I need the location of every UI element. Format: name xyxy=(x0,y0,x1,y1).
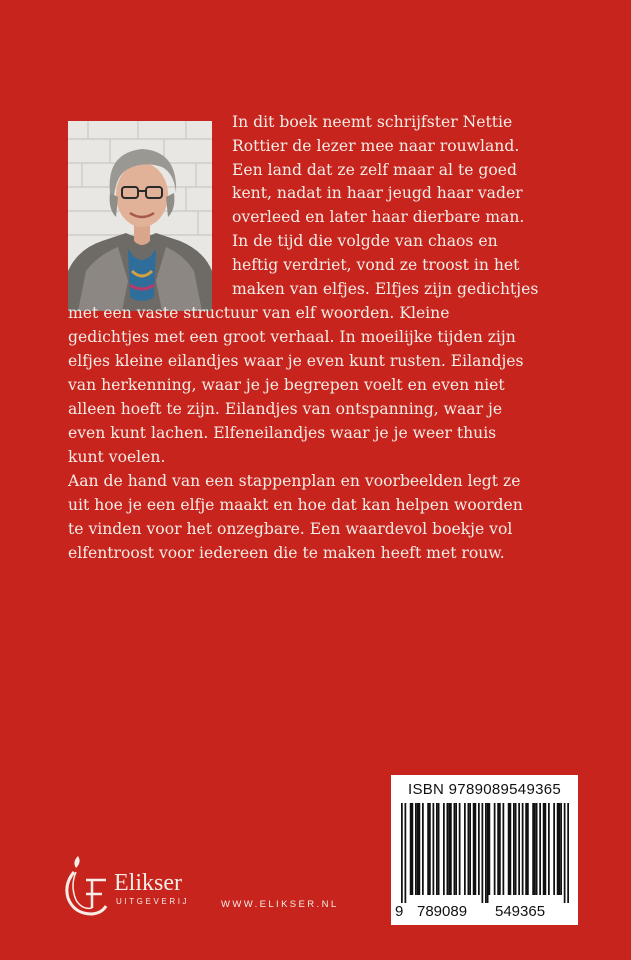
barcode-bar xyxy=(447,803,449,895)
barcode-bar xyxy=(548,803,550,895)
publisher-tagline: UITGEVERIJ xyxy=(116,897,190,906)
barcode-bar xyxy=(405,803,407,903)
publisher-name: Elikser xyxy=(114,870,182,896)
barcode-bar xyxy=(475,803,477,895)
blurb-line: kunt voelen. xyxy=(68,448,166,466)
barcode-bar xyxy=(478,803,480,895)
barcode-bar xyxy=(415,803,417,895)
barcode-bar xyxy=(455,803,457,895)
barcode-bar xyxy=(559,803,561,895)
barcode-bar xyxy=(553,803,555,895)
blurb-line: overleed en later haar dierbare man. xyxy=(232,208,525,226)
barcode-bar xyxy=(448,803,450,895)
barcode-bar xyxy=(532,803,534,895)
barcode-bar xyxy=(513,803,515,895)
isbn-label: ISBN 9789089549365 xyxy=(407,781,562,798)
barcode-bar xyxy=(417,803,419,895)
barcode-bar xyxy=(454,803,456,895)
barcode-bar xyxy=(410,803,412,895)
barcode-bar xyxy=(450,803,452,895)
blurb-line: met een vaste structuur van elf woorden. Kleine xyxy=(68,304,450,322)
barcode-bar xyxy=(497,803,499,895)
blurb-line: maken van elfjes. Elfjes zijn gedichtjes xyxy=(232,280,539,298)
barcode-bar xyxy=(485,803,487,903)
barcode-bar xyxy=(525,803,527,895)
blurb-line: te vinden voor het onzegbare. Een waardevol boekje vol xyxy=(68,520,513,538)
barcode-image xyxy=(391,803,578,903)
barcode-bar xyxy=(438,803,440,895)
barcode-bar xyxy=(527,803,529,895)
barcode-bar xyxy=(567,803,569,903)
isbn-digit-group: 789089 xyxy=(417,903,468,920)
barcode-bar xyxy=(412,803,414,895)
blurb-line: gedichtjes met een groot verhaal. In moeilijke tijden zijn xyxy=(68,328,516,346)
barcode-bar xyxy=(557,803,559,895)
barcode-panel xyxy=(391,775,578,925)
barcode-bar xyxy=(522,803,524,895)
barcode-bar xyxy=(534,803,536,895)
barcode-bar xyxy=(539,803,541,895)
blurb-line: alleen hoeft te zijn. Eilandjes van ontspanning, waar je xyxy=(68,400,503,418)
blurb-line: Rottier de lezer mee naar rouwland. xyxy=(232,137,520,155)
isbn-digit-group: 549365 xyxy=(495,903,546,920)
barcode-bar xyxy=(489,803,491,895)
blurb-line: Aan de hand van een stappenplan en voorbeelden legt ze xyxy=(68,472,521,490)
author-portrait-image xyxy=(68,121,212,311)
barcode-bar xyxy=(459,803,461,895)
barcode-bar xyxy=(503,803,505,895)
barcode-bar xyxy=(468,803,470,895)
blurb-line: uit hoe je een elfje maakt en hoe dat kan helpen woorden xyxy=(68,496,523,514)
barcode-bar xyxy=(401,803,403,903)
barcode-bar xyxy=(545,803,547,895)
blurb-line: elfentroost voor iedereen die te maken heeft met rouw. xyxy=(68,544,505,562)
barcode-bar xyxy=(464,803,466,895)
blurb-line: elfjes kleine eilandjes waar je even kunt rusten. Eilandjes xyxy=(68,352,524,370)
barcode-bar xyxy=(515,803,517,895)
barcode-bar xyxy=(499,803,501,895)
blurb-line: even kunt lachen. Elfeneilandjes waar je je weer thuis xyxy=(68,424,497,442)
barcode-bar xyxy=(536,803,538,895)
blurb-line: Een land dat ze zelf maar al te goed xyxy=(232,161,518,179)
barcode-bar xyxy=(469,803,471,895)
barcode-bar xyxy=(443,803,445,895)
barcode-bar xyxy=(429,803,431,895)
barcode-bar xyxy=(427,803,429,895)
barcode-bar xyxy=(433,803,435,895)
blurb-line: heftig verdriet, vond ze troost in het xyxy=(232,256,520,274)
barcode-bar xyxy=(487,803,489,903)
blurb-line: kent, nadat in haar jeugd haar vader xyxy=(232,184,523,202)
barcode-bar xyxy=(422,803,424,895)
blurb-line: In de tijd die volgde van chaos en xyxy=(232,232,498,250)
barcode-bar xyxy=(543,803,545,895)
author-photo xyxy=(68,121,212,311)
blurb-line: In dit boek neemt schrijfster Nettie xyxy=(232,113,513,131)
barcode-bar xyxy=(482,803,484,903)
barcode-bar xyxy=(518,803,520,895)
publisher-website: WWW.ELIKSER.NL xyxy=(221,899,339,910)
barcode-bar xyxy=(508,803,510,895)
barcode-bar xyxy=(560,803,562,895)
barcode-bar xyxy=(419,803,421,895)
isbn-digit-group: 9 xyxy=(395,903,404,920)
barcode-bar xyxy=(510,803,512,895)
barcode-bar xyxy=(564,803,566,903)
blurb-line: van herkenning, waar je je begrepen voelt en even niet xyxy=(68,376,505,394)
barcode-bar xyxy=(473,803,475,895)
barcode-bar xyxy=(494,803,496,895)
barcode-bar xyxy=(436,803,438,895)
